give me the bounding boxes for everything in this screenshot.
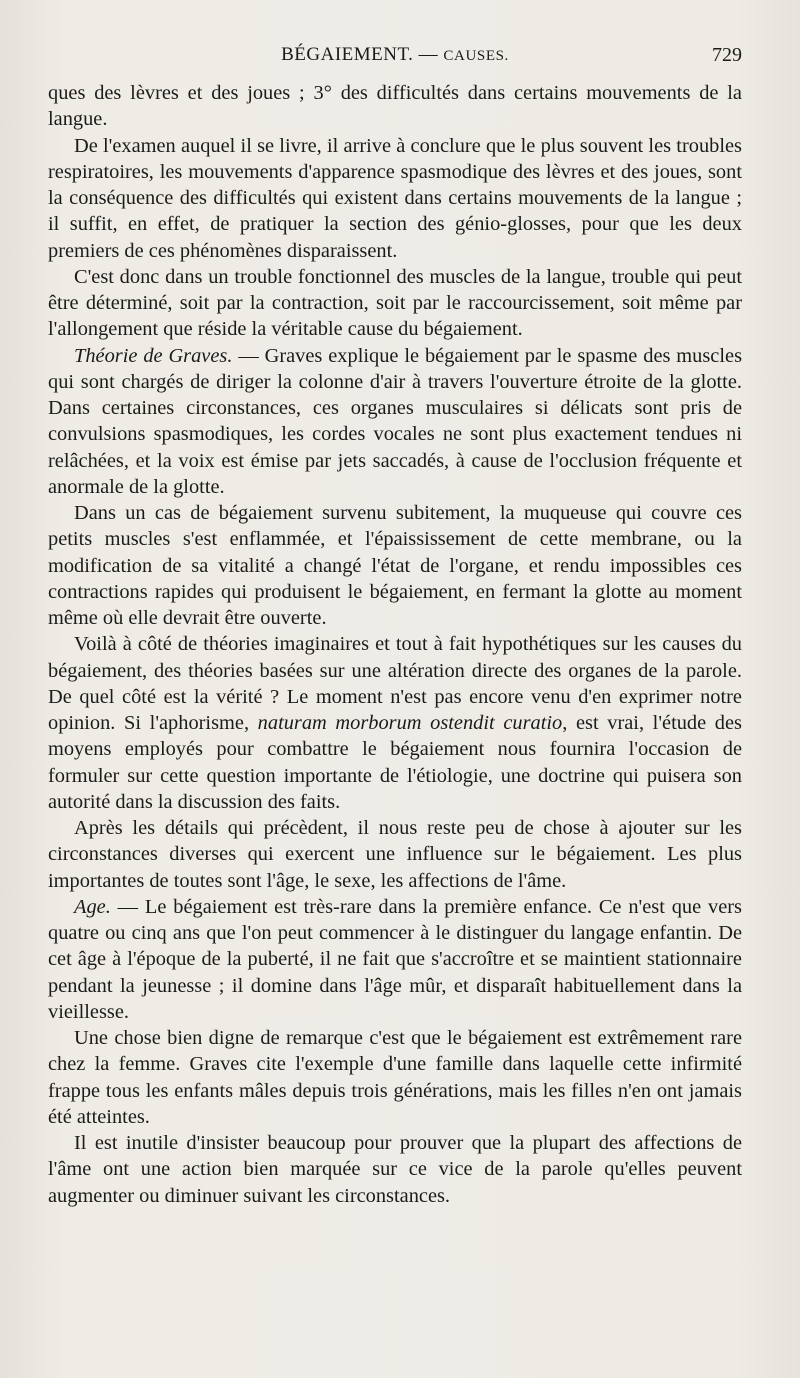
paragraph: Une chose bien digne de remarque c'est que le bégaiement est extrêmement rare chez la femme. Graves cite l'exemple d'une famille dans laquelle cette infirmité frappe tous les enfants mâles depuis trois générations, mais les filles n'en ont jamais été atteintes. [48, 1027, 742, 1128]
paragraph-text: — Graves explique le bégaiement par le spasme des muscles qui sont chargés de diriger la colonne d'air à travers l'ouverture étroite de la glotte. Dans certaines circonstances, ces organes musculaires si délicats sont pris de convulsions spasmodiques, les cordes vocales ne sont plus exactement tendues ni relâchées, et la voix est émise par jets saccadés, à cause de l'occlusion fréquente et anormale de la glotte. [48, 344, 743, 498]
paragraph-graves-theory [48, 343, 742, 501]
running-title [48, 44, 742, 66]
paragraph: C'est donc dans un trouble fonctionnel des muscles de la langue, trouble qui peut être déterminé, soit par la contraction, soit par le raccourcissement, soit même par l'allongement que réside la véritable cause du bégaiement. [48, 265, 742, 341]
header-title: BÉGAIEMENT. [281, 44, 414, 65]
body-text [48, 80, 742, 1209]
paragraph-text: , est vrai, l'étude des moyens employés pour combattre le bégaiement nous fournira l'occasion de formuler sur cette question importante de l'étiologie, une doctrine qui puisera son autorité dans la discussion des faits. [48, 712, 742, 813]
paragraph-text: — Le bégaiement est très-rare dans la première enfance. Ce n'est que vers quatre ou cinq ans que l'on peut commencer à le distinguer du langage enfantin. De cet âge à l'époque de la puberté, il ne fait que s'accroître et se maintient stationnaire pendant la jeunesse ; il domine dans l'âge mûr, et disparaît habituellement dans la vieillesse. [48, 895, 742, 1023]
section-heading-graves: Théorie de Graves. [74, 344, 233, 367]
paragraph: Dans un cas de bégaiement survenu subitement, la muqueuse qui couvre ces petits muscles s'est enflammée, et l'épaississement de cette membrane, ou la modification de sa vitalité a changé l'état de l'organe, et rendu impossibles ces contractions rapides qui produisent le bégaiement, en fermant la glotte au moment même où elle devrait être ouverte. [48, 502, 742, 629]
paragraph-continuation: ques des lèvres et des joues ; 3° des difficultés dans certains mouvements de la langue. [48, 82, 742, 131]
paragraph-aphorism [48, 631, 742, 815]
paragraph-text: Voilà à côté de théories imaginaires et tout à fait hypothétiques sur les causes du bégaiement, des théories basées sur une altération directe des organes de la parole. De quel côté est la vérité ? Le moment n'est pas encore venu d'en exprimer notre opinion. Si l'aphorisme, [48, 633, 742, 734]
latin-aphorism: naturam morborum ostendit curatio [257, 712, 563, 734]
page-number: 729 [712, 44, 742, 66]
section-heading-age: Age. [74, 895, 111, 918]
paragraph-age [48, 894, 742, 1025]
running-header [48, 44, 742, 74]
paragraph: De l'examen auquel il se livre, il arrive à conclure que le plus souvent les troubles respiratoires, les mouvements d'apparence spasmodique des lèvres et des joues, sont la conséquence des difficultés qui existent dans certains mouvements de la langue ; il suffit, en effet, de pratiquer la section des génio-glosses, pour que les deux premiers de ces phénomènes disparaissent. [48, 134, 742, 262]
header-dash: — [418, 44, 439, 65]
paragraph: Il est inutile d'insister beaucoup pour prouver que la plupart des affections de l'âme ont une action bien marquée sur ce vice de la parole qu'elles peuvent augmenter ou diminuer suivant les circonstances. [48, 1132, 742, 1207]
header-subtitle: CAUSES. [443, 48, 509, 64]
paragraph: Après les détails qui précèdent, il nous reste peu de chose à ajouter sur les circonstances diverses qui exercent une influence sur le bégaiement. Les plus importantes de toutes sont l'âge, le sexe, les affections de l'âme. [48, 817, 742, 892]
